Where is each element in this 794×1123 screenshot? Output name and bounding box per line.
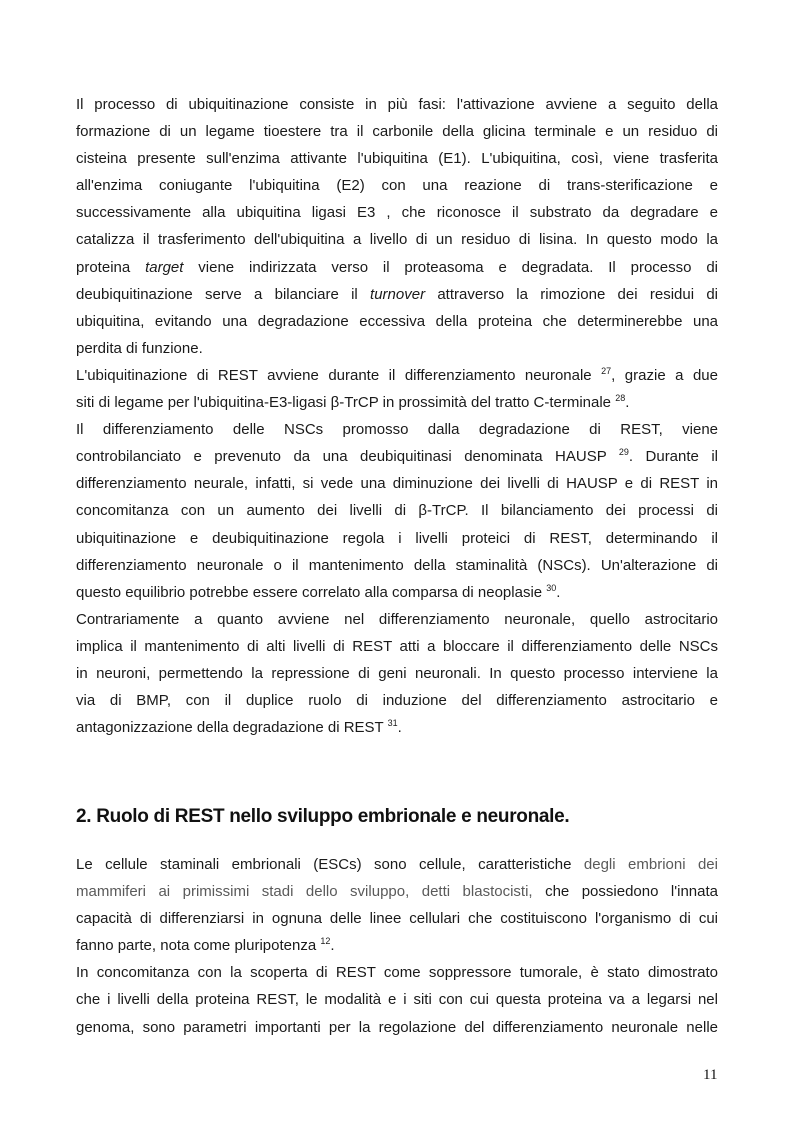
text-run: questo equilibrio potrebbe essere correlato alla comparsa di neoplasie	[76, 583, 547, 601]
section-heading: 2. Ruolo di REST nello sviluppo embrionale e neuronale.	[76, 806, 570, 827]
text-line	[76, 254, 718, 281]
text-line	[76, 932, 718, 959]
text-line: formazione di un legame tioestere tra il carbonile della glicina terminale e un residuo di	[76, 123, 718, 141]
text-line: ubiquitinazione e deubiquitinazione regola i livelli proteici di REST, determinando il	[76, 529, 718, 547]
text-line: via di BMP, con il duplice ruolo di induzione del differenziamento astrocitario e	[76, 692, 718, 710]
text-line: perdita di funzione.	[76, 339, 203, 357]
section-2-paragraphs	[76, 851, 718, 1041]
italic-term: target	[145, 258, 184, 276]
text-line: all'enzima coniugante l'ubiquitina (E2) con una reazione di trans-sterificazione e	[76, 177, 718, 195]
section-1-paragraphs	[76, 91, 718, 741]
text-line: implica il mantenimento di alti livelli di REST atti a bloccare il differenziamento delle NSCs	[76, 637, 718, 655]
text-line: differenziamento neuronale o il mantenimento della staminalità (NSCs). Un'alterazione di	[76, 556, 718, 574]
text-line: catalizza il trasferimento dell'ubiquitina a livello di un residuo di lisina. In questo modo la	[76, 231, 718, 249]
text-run: . Durante il	[628, 448, 718, 466]
text-run: controbilanciato e prevenuto da una deubiquitinasi denominata HAUSP	[76, 448, 619, 466]
text-run: viene indirizzata verso il proteasoma e degradata. Il processo di	[183, 258, 718, 276]
text-line: Il processo di ubiquitinazione consiste in più fasi: l'attivazione avviene a seguito della	[76, 96, 718, 113]
text-run: degli embrioni dei	[583, 856, 718, 873]
text-line: ubiquitina, evitando una degradazione eccessiva della proteina che determinerebbe una	[76, 312, 718, 330]
text-run: che possiedono l'innata	[545, 883, 718, 901]
italic-term: turnover	[370, 285, 426, 303]
text-run: deubiquitinazione serve a bilanciare il	[76, 285, 371, 303]
text-line: differenziamento neurale, infatti, si vede una diminuzione dei livelli di HAUSP e di REST in	[76, 475, 718, 493]
text-run: Le cellule staminali embrionali (ESCs) sono cellule, caratteristiche	[76, 856, 584, 873]
text-line	[76, 851, 718, 878]
text-line	[76, 362, 718, 389]
text-line: successivamente alla ubiquitina ligasi E3 , che riconosce il substrato da degradare e	[76, 204, 718, 222]
text-run: L'ubiquitinazione di REST avviene durante il differenziamento neuronale	[76, 366, 602, 384]
text-line	[76, 714, 718, 741]
text-line: Contrariamente a quanto avviene nel differenziamento neuronale, quello astrocitario	[76, 610, 718, 628]
citation-superscript: 27	[601, 365, 612, 376]
text-line: genoma, sono parametri importanti per la regolazione del differenziamento neuronale nelle	[76, 1018, 718, 1036]
text-line: che i livelli della proteina REST, le modalità e i siti con cui questa proteina va a legarsi nel	[76, 991, 718, 1009]
text-run: mammiferi ai primissimi stadi dello sviluppo, detti blastocisti,	[76, 883, 546, 901]
text-line: In concomitanza con la scoperta di REST come soppressore tumorale, è stato dimostrato	[76, 964, 718, 982]
text-run: .	[556, 583, 561, 601]
text-line	[76, 389, 718, 416]
text-run: .	[330, 937, 335, 955]
citation-superscript: 31	[387, 718, 398, 729]
citation-superscript: 30	[546, 582, 557, 593]
text-line: capacità di differenziarsi in ognuna delle linee cellulari che costituiscono l'organismo di cui	[76, 910, 718, 928]
text-run: , grazie a due	[611, 366, 718, 384]
text-run: proteina	[76, 258, 146, 276]
text-line	[76, 878, 718, 905]
text-line: in neuroni, permettendo la repressione di geni neuronali. In questo processo interviene la	[76, 664, 718, 682]
text-line	[76, 443, 718, 470]
text-run: siti di legame per l'ubiquitina-E3-ligasi β-TrCP in prossimità del tratto C-terminale	[76, 394, 616, 412]
text-line	[76, 281, 718, 308]
text-line: concomitanza con un aumento dei livelli di β-TrCP. Il bilanciamento dei processi di	[76, 502, 718, 520]
text-line: Il differenziamento delle NSCs promosso dalla degradazione di REST, viene	[76, 421, 718, 439]
text-run: antagonizzazione della degradazione di REST	[76, 719, 388, 737]
citation-superscript: 12	[320, 936, 331, 947]
citation-superscript: 29	[618, 447, 629, 458]
text-line: cisteina presente sull'enzima attivante l'ubiquitina (E1). L'ubiquitina, così, viene trasferita	[76, 150, 718, 168]
text-run: .	[625, 394, 630, 412]
page-number: 11	[703, 1067, 718, 1083]
citation-superscript: 28	[615, 393, 626, 404]
text-run: attraverso la rimozione dei residui di	[425, 285, 718, 303]
text-run: fanno parte, nota come pluripotenza	[76, 937, 321, 955]
text-run: .	[397, 719, 402, 737]
text-line	[76, 579, 718, 606]
